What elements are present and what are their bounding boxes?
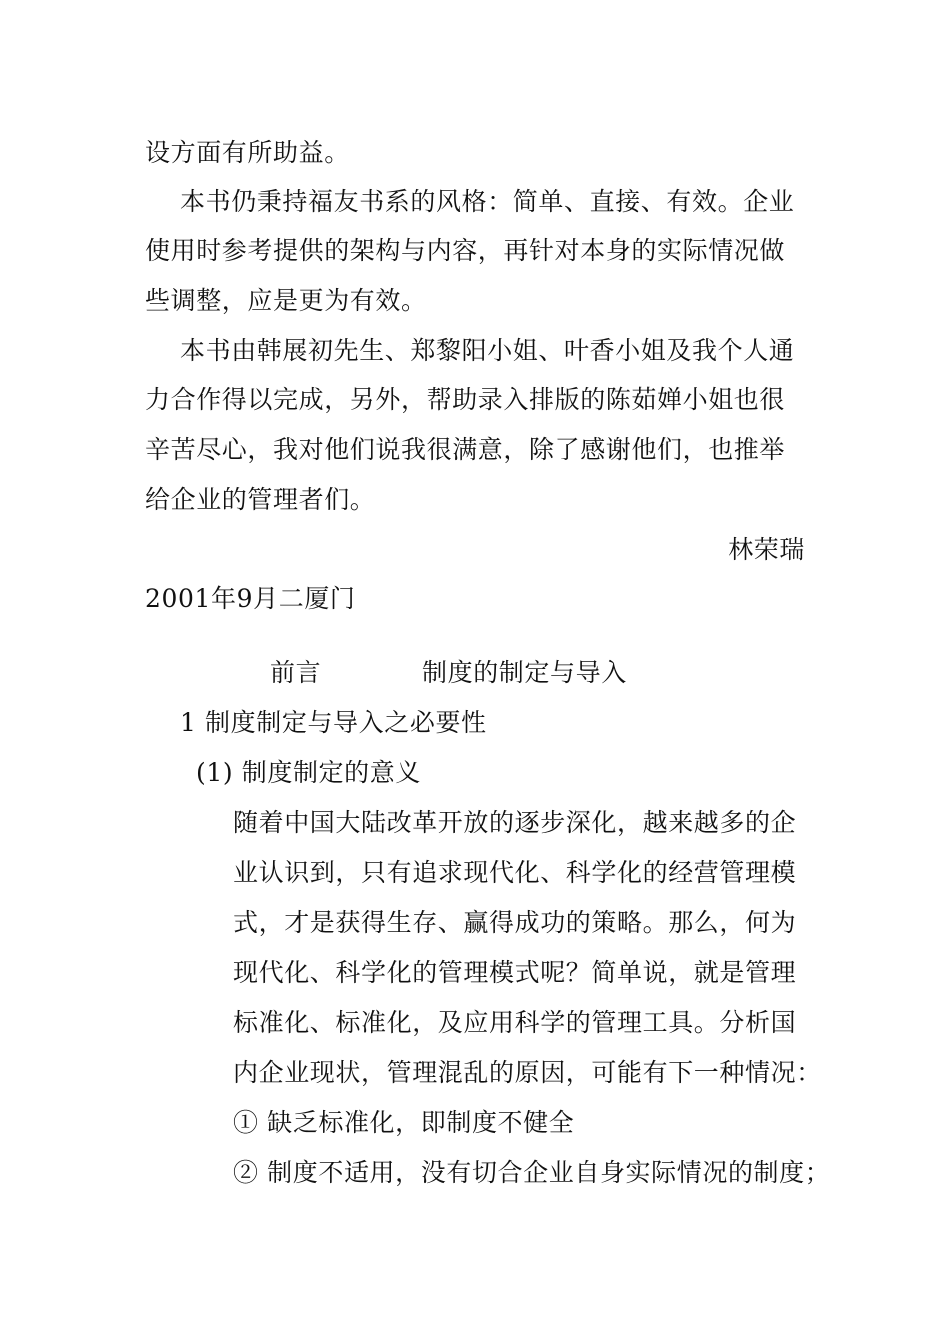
body-line: 式，才是获得生存、赢得成功的策略。那么，何为: [233, 908, 797, 937]
section-heading: 1 制度制定与导入之必要性: [180, 708, 487, 737]
body-line: 随着中国大陆改革开放的逐步深化，越来越多的企: [233, 808, 797, 837]
list-item: ① 缺乏标准化，即制度不健全: [233, 1108, 575, 1137]
paragraph-line: 给企业的管理者们。: [145, 485, 376, 514]
paragraph-end-line: 设方面有所助益。: [145, 138, 350, 167]
paragraph-line: 辛苦尽心，我对他们说我很满意，除了感谢他们，也推举: [145, 435, 786, 464]
date-place: 2001年9月二厦门: [145, 584, 356, 613]
body-line: 内企业现状，管理混乱的原因，可能有下一种情况：: [233, 1058, 822, 1087]
subsection-heading: (1) 制度制定的意义: [196, 758, 421, 787]
chapter-title: 制度的制定与导入: [422, 658, 627, 687]
signature: 林荣瑞: [728, 535, 805, 564]
list-item: ② 制度不适用，没有切合企业自身实际情况的制度；: [233, 1158, 831, 1187]
body-line: 现代化、科学化的管理模式呢？简单说，就是管理: [233, 958, 797, 987]
paragraph-line: 本书仍秉持福友书系的风格：简单、直接、有效。企业: [180, 187, 795, 216]
paragraph-line: 些调整，应是更为有效。: [145, 286, 427, 315]
chapter-label: 前言: [270, 658, 322, 687]
body-line: 标准化、标准化，及应用科学的管理工具。分析国: [233, 1008, 797, 1037]
paragraph-line: 力合作得以完成，另外，帮助录入排版的陈茹婵小姐也很: [145, 385, 786, 414]
paragraph-line: 使用时参考提供的架构与内容，再针对本身的实际情况做: [145, 236, 786, 265]
body-line: 业认识到，只有追求现代化、科学化的经营管理模: [233, 858, 797, 887]
paragraph-line: 本书由韩展初先生、郑黎阳小姐、叶香小姐及我个人通: [180, 336, 795, 365]
